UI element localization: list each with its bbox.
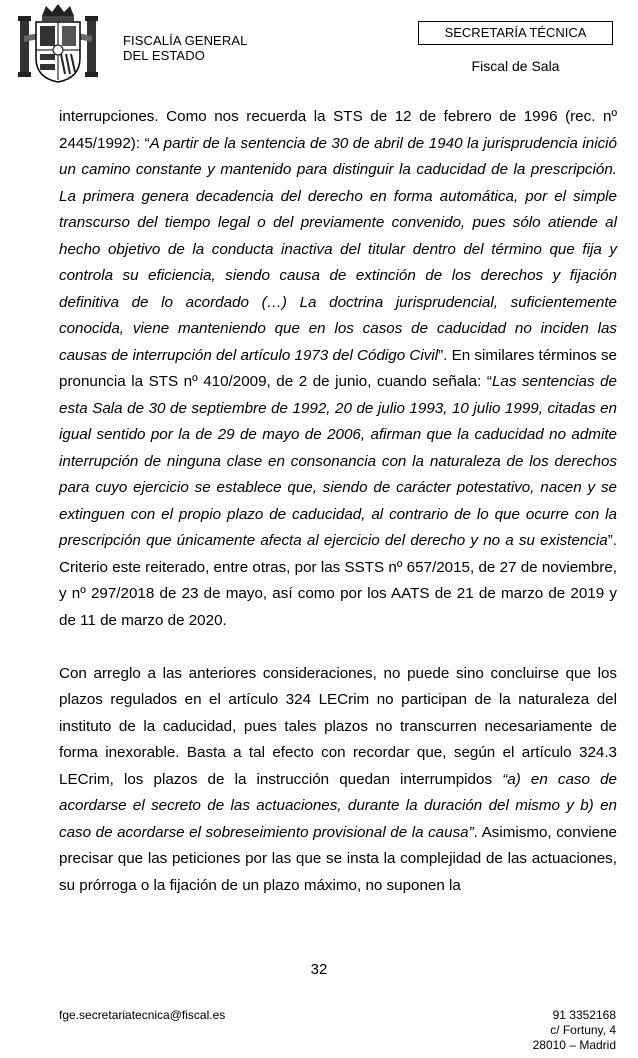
text-run: ”. Criterio este reiterado, entre otras, por las SSTS nº 657/2015, de 27 de noviembre, y nº 297/2018 de 23 de mayo, así como por los AATS de 21 de marzo de 2019 y de 11 de marzo de 2020. xyxy=(59,532,617,629)
org-line-1: FISCALÍA GENERAL xyxy=(123,33,248,48)
paragraph-1 xyxy=(59,104,617,634)
fiscal-label: Fiscal de Sala xyxy=(471,58,560,74)
page-number: 32 xyxy=(310,961,328,978)
quoted-text: A partir de la sentencia de 30 de abril de 1940 la jurisprudencia inició un camino constante y mantenido para distinguir la caducidad de la prescripción. La primera genera decadencia del derecho en forma automática, por el simple transcurso del tiempo legal o del previamente convenido, pues sólo atiende al hecho objetivo de la conducta inactiva del titular dentro del término que fija y controla su eficiencia, siendo causa de extinción de los derechos y fijación definitiva de lo acordado (…) La doctrina jurisprudencial, suficientemente conocida, viene manteniendo que en los casos de caducidad no inciden las causas de interrupción del artículo 1973 del Código Civil xyxy=(59,134,617,364)
text-run: ”. En similares términos se pronuncia la STS nº 410/2009, de 2 de junio, cuando señala: “ xyxy=(59,346,617,390)
quoted-text: “a) en caso de acordarse el secreto de las actuaciones, durante la duración del mismo y b) en caso de acordarse el sobreseimiento provisional de la causa” xyxy=(59,770,617,841)
footer-address: c/ Fortuny, 4 xyxy=(550,1023,616,1037)
text-run: Con arreglo a las anteriores consideraciones, no puede sino concluirse que los plazos regulados en el artículo 324 LECrim no participan de la naturaleza del instituto de la caducidad, pues tales plazos no transcurren necesariamente de forma inexorable. Basta a tal efecto con recordar que, según el artículo 324.3 LECrim, los plazos de la instrucción quedan interrumpidos xyxy=(59,664,617,788)
footer-city: 28010 – Madrid xyxy=(532,1038,616,1052)
footer-email: fge.secretariatecnica@fiscal.es xyxy=(59,1008,226,1022)
coat-of-arms-icon xyxy=(14,2,102,84)
paragraph-2 xyxy=(59,661,617,900)
org-line-2: DEL ESTADO xyxy=(123,48,205,63)
organization-name xyxy=(123,33,247,63)
department-box: SECRETARÍA TÉCNICA xyxy=(418,21,613,45)
footer-contact xyxy=(533,1008,616,1053)
document-body xyxy=(59,104,617,899)
text-run: interrupciones. Como nos recuerda la STS de 12 de febrero de 1996 (rec. nº 2445/1992): “ xyxy=(59,108,617,152)
footer-phone: 91 3352168 xyxy=(552,1008,616,1022)
text-run: . Asimismo, conviene precisar que las peticiones por las que se insta la complejidad de las actuaciones, su prórroga o la fijación de un plazo máximo, no suponen la xyxy=(59,823,617,894)
quoted-text: Las sentencias de esta Sala de 30 de septiembre de 1992, 20 de julio 1993, 10 julio 1999, citadas en igual sentido por la de 29 de mayo de 2006, afirman que la caducidad no admite interrupción de ninguna clase en consonancia con la naturaleza de los derechos para cuyo ejercicio se establece que, siendo de carácter potestativo, nacen y se extinguen con el propio plazo de caducidad, al contrario de lo que ocurre con la prescripción que únicamente afecta al ejercicio del derecho y no a su existencia xyxy=(59,373,617,549)
page-header xyxy=(0,0,638,100)
